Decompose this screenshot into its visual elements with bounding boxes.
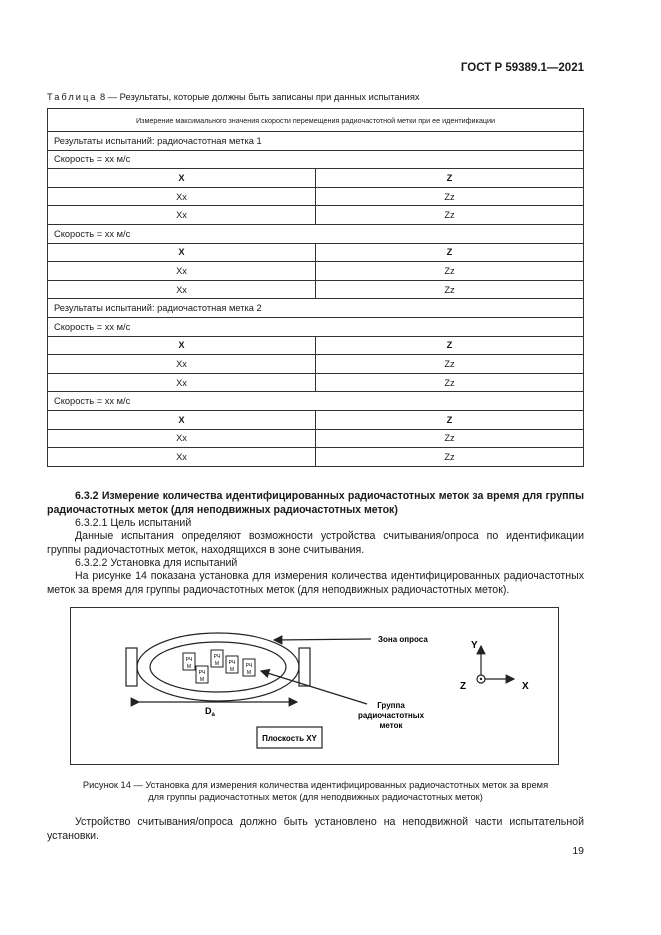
group-label-line3: меток [379, 721, 403, 730]
value-row-x-cell: Xx [48, 262, 316, 281]
value-row-x-cell: Xx [48, 206, 316, 225]
table-header-row-cell: Измерение максимального значения скорости перемещения радиочастотной метки при ее идентификации [48, 109, 584, 132]
table-caption [47, 92, 420, 102]
svg-text:РЧ: РЧ [185, 657, 193, 663]
svg-text:М: М [246, 670, 252, 676]
speed-row-cell: Скорость = хх м/с [48, 317, 584, 336]
subsection-6-3-2-2: 6.3.2.2 Установка для испытаний [75, 557, 238, 569]
axis-header-row-z-cell: Z [316, 243, 584, 262]
svg-text:РЧ: РЧ [245, 663, 253, 669]
tag2-results-row [48, 299, 584, 318]
axis-header-row [48, 169, 584, 188]
axis-header-row [48, 336, 584, 355]
value-row-z-cell: Zz [316, 373, 584, 392]
value-row-z-cell: Zz [316, 206, 584, 225]
axis-header-row-x-cell: X [48, 243, 316, 262]
axis-header-row-x-cell: X [48, 410, 316, 429]
value-row-x-cell: Xx [48, 355, 316, 374]
rfid-tag [243, 659, 255, 676]
axis-header-row [48, 243, 584, 262]
axis-header-row-x-cell: X [48, 336, 316, 355]
rfid-tag [211, 650, 223, 667]
speed-row-cell: Скорость = хх м/с [48, 150, 584, 169]
svg-text:М: М [229, 667, 235, 673]
distance-label: $D_a$ [205, 706, 215, 718]
x-axis-label: X [522, 681, 529, 692]
svg-text:РЧ: РЧ [213, 654, 221, 660]
figure-caption-line2: для группы радиочастотных меток (для неподвижных радиочастотных меток) [148, 792, 483, 802]
table-caption-text: 8 — Результаты, которые должны быть записаны при данных испытаниях [100, 92, 420, 102]
value-row-x-cell: Xx [48, 373, 316, 392]
value-row-x-cell: Xx [48, 280, 316, 299]
figure-diagram [71, 608, 558, 764]
axis-header-row-z-cell: Z [316, 336, 584, 355]
axis-header-row-z-cell: Z [316, 410, 584, 429]
closing-paragraph: Устройство считывания/опроса должно быть установлено на неподвижной части испытательной установки. [47, 816, 584, 842]
subsection-6-3-2-1: 6.3.2.1 Цель испытаний [75, 517, 192, 529]
group-label-line1: Группа [377, 701, 405, 710]
zone-label: Зона опроса [378, 635, 428, 644]
value-row-z-cell: Zz [316, 262, 584, 281]
speed-row [48, 224, 584, 243]
rfid-tag [183, 653, 195, 670]
rfid-tag-group [183, 650, 255, 683]
table-caption-label: Таблица [47, 92, 98, 102]
value-row-z-cell: Zz [316, 187, 584, 206]
speed-row-cell: Скорость = хх м/с [48, 392, 584, 411]
value-row-z-cell: Zz [316, 448, 584, 467]
svg-text:РЧ: РЧ [198, 670, 206, 676]
value-row [48, 280, 584, 299]
speed-row-cell: Скорость = хх м/с [48, 224, 584, 243]
value-row-z-cell: Zz [316, 280, 584, 299]
table-header-row [48, 109, 584, 132]
y-axis-label: Y [471, 640, 478, 651]
svg-text:М: М [214, 661, 220, 667]
value-row [48, 448, 584, 467]
value-row-x-cell: Xx [48, 429, 316, 448]
value-row [48, 429, 584, 448]
svg-text:М: М [199, 677, 205, 683]
tag2-results-row-cell: Результаты испытаний: радиочастотная метка 2 [48, 299, 584, 318]
z-axis-label: Z [460, 681, 467, 692]
rfid-tag [196, 666, 208, 683]
speed-row [48, 317, 584, 336]
value-row-z-cell: Zz [316, 355, 584, 374]
xy-plane-label: Плоскость XY [262, 734, 317, 743]
rfid-tag [226, 656, 238, 673]
value-row [48, 187, 584, 206]
svg-text:РЧ: РЧ [228, 660, 236, 666]
speed-row [48, 150, 584, 169]
value-row [48, 262, 584, 281]
left-antenna [126, 648, 137, 686]
value-row-x-cell: Xx [48, 448, 316, 467]
tag1-results-row [48, 132, 584, 151]
figure-14 [70, 607, 559, 765]
value-row [48, 373, 584, 392]
subsection-6-3-2-2-text: На рисунке 14 показана установка для измерения количества идентифицированных радиочастотных меток за время для группы радиочастотных меток (для неподвижных радиочастотных меток). [47, 570, 584, 596]
document-id: ГОСТ Р 59389.1—2021 [460, 62, 584, 74]
subsection-6-3-2-1-text: Данные испытания определяют возможности устройства считывания/опроса по идентификации группы радиочастотных меток, находящихся в зоне считывания. [47, 530, 584, 556]
zone-arrow [274, 639, 371, 640]
axis-header-row [48, 410, 584, 429]
results-table [47, 108, 584, 467]
axis-header-row-z-cell: Z [316, 169, 584, 188]
page-number: 19 [572, 845, 584, 857]
value-row [48, 355, 584, 374]
section-heading: 6.3.2 Измерение количества идентифицированных радиочастотных меток за время для группы радиочастотных меток (для неподвижных радиочастотных меток) [47, 490, 584, 516]
svg-text:М: М [186, 664, 192, 670]
axis-header-row-x-cell: X [48, 169, 316, 188]
tag1-results-row-cell: Результаты испытаний: радиочастотная метка 1 [48, 132, 584, 151]
group-arrow [261, 671, 367, 704]
right-antenna [299, 648, 310, 686]
value-row-x-cell: Xx [48, 187, 316, 206]
figure-caption-line1: Рисунок 14 — Установка для измерения количества идентифицированных радиочастотных меток за время [82, 780, 549, 790]
value-row-z-cell: Zz [316, 429, 584, 448]
value-row [48, 206, 584, 225]
speed-row [48, 392, 584, 411]
group-label-line2: радиочастотных [357, 711, 425, 720]
